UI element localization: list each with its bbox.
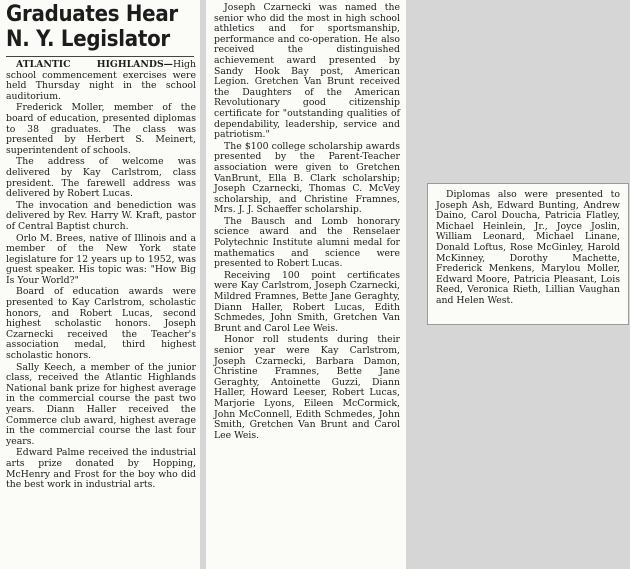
paragraph: The invocation and benediction was delivered by Rev. Harry W. Kraft, pastor of Central Baptist church. bbox=[6, 199, 196, 232]
paragraph: Honor roll students during their senior year were Kay Carlstrom, Joseph Czarnecki, Barbara Damon, Christine Framnes, Bette Jane Geraghty, Antoinette Guzzi, Diann Haller, Howard Leeser, Robert Lucas, Marjorie Lyons, Eileen McCormick, John McConnell, Edith Schmedes, John Smith, Gretchen Van Brunt and Carol Lee Weis. bbox=[214, 334, 400, 441]
paragraph: Receiving 100 point certificates were Kay Carlstrom, Joseph Czarnecki, Mildred Framnes, Bette Jane Geraghty, Diann Haller, Robert Lucas, Edith Schmedes, John Smith, Gretchen Van Brunt and Carol Lee Weis. bbox=[214, 269, 400, 334]
article-column-3 bbox=[427, 183, 629, 325]
paragraph: Joseph Czarnecki was named the senior who did the most in high school athletics and for sportsmanship, performance and co-operation. He also received the distinguished achievement award presented by Sandy Hook Bay post, American Legion. Gretchen Van Brunt received the Daughters of the American Revolutionary good citizenship certificate for "outstanding qualities of dependability, leadership, service and patriotism." bbox=[214, 2, 400, 141]
lead-paragraph-text: High school commencement exercises were held Thursday night in the school auditorium. bbox=[6, 59, 196, 102]
paragraph: The address of welcome was delivered by Kay Carlstrom, class president. The farewell address was delivered by Robert Lucas. bbox=[6, 156, 196, 200]
article-column-2 bbox=[206, 0, 406, 569]
paragraph: The $100 college scholarship awards presented by the Parent-Teacher association were given to Gretchen VanBrunt, Ella B. Clark scholarship; Joseph Czarnecki, Thomas C. McVey scholarship, and Christine Framnes, Mrs. J. J. Schaeffer scholarship. bbox=[214, 140, 400, 216]
paragraph: Orlo M. Brees, native of Illinois and a member of the New York state legislature for 12 years up to 1952, was guest speaker. His topic was: "How Big Is Your World?" bbox=[6, 232, 196, 286]
paragraph: Frederick Moller, member of the board of education, presented diplomas to 38 graduates. The class was presented by Herbert S. Meinert, superintendent of schools. bbox=[6, 102, 196, 156]
paragraph: Edward Palme received the industrial arts prize donated by Hopping, McHenry and Frost for the boy who did the best work in industrial arts. bbox=[6, 447, 196, 491]
paragraph: Board of education awards were presented to Kay Carlstrom, scholastic honors, and Robert Lucas, second highest scholastic honors. Joseph Czarnecki received the Teacher's association medal, third highest scholastic honors. bbox=[6, 286, 196, 362]
headline-line-1: Graduates Hear bbox=[6, 2, 178, 27]
article-column-1 bbox=[0, 0, 200, 569]
headline-rule bbox=[6, 56, 194, 57]
headline bbox=[6, 2, 177, 52]
lead-paragraph bbox=[6, 60, 196, 102]
paragraph: Sally Keech, a member of the junior class, received the Atlantic Highlands National bank prize for highest average in the commercial course the past two years. Diann Haller received the Commerce club award, highest average in the commercial course the last four years. bbox=[6, 361, 196, 447]
dateline: ATLANTIC HIGHLANDS— bbox=[16, 59, 173, 70]
paragraph: Diplomas also were presented to Joseph Ash, Edward Bunting, Andrew Daino, Carol Doucha, Patricia Flatley, Michael Heinlein, Jr., Joyce Joslin, William Leonard, Michael Linane, Donald Loftus, Rose McGinley, Harold McKinney, Dorothy Machette, Frederick Menkens, Marylou Moller, Edward Moore, Patricia Pleasant, Lois Reed, Veronica Rieth, Lillian Vaughan and Helen West. bbox=[436, 189, 620, 306]
headline-line-2: N. Y. Legislator bbox=[6, 27, 170, 52]
paragraph: The Bausch and Lomb honorary science award and the Renselaer Polytechnic Institute alumni medal for mathematics and science were presented to Robert Lucas. bbox=[214, 215, 400, 270]
